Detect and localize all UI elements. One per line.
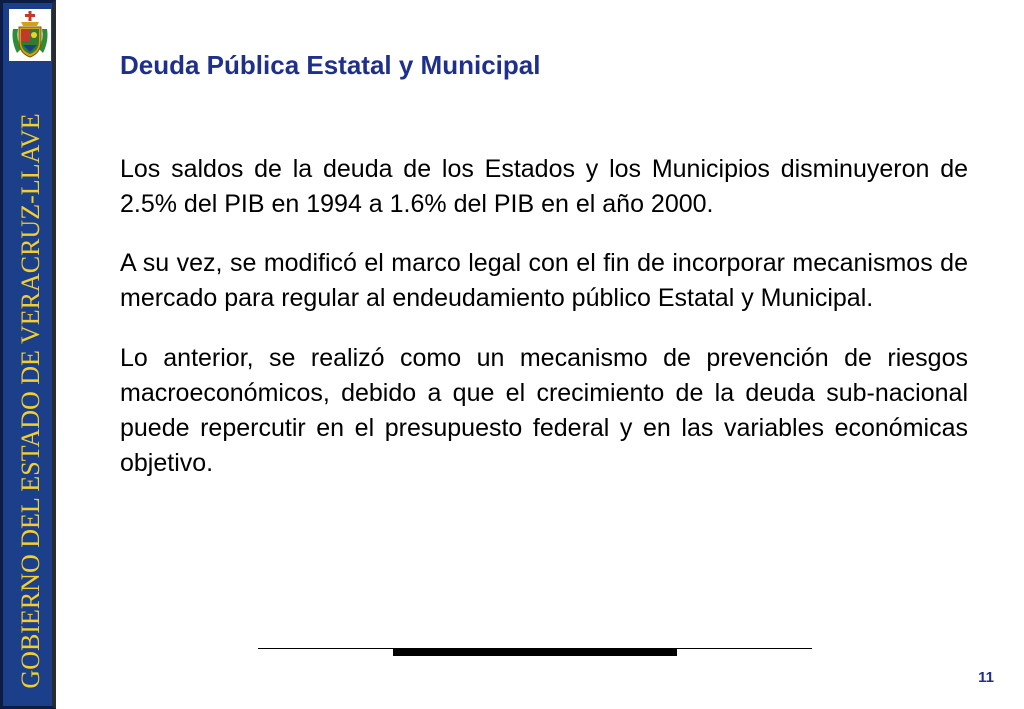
slide-body [120, 152, 968, 505]
sidebar-band [0, 0, 56, 709]
page-number: 11 [978, 669, 994, 686]
paragraph-risk-prevention: Lo anterior, se realizó como un mecanismo de prevención de riesgos macroeconómicos, debido a que el crecimiento de la deuda sub-nacional puede repercutir en el presupuesto federal y en las variables económicas objetivo. [120, 344, 968, 477]
paragraph-legal-framework: A su vez, se modificó el marco legal con el fin de incorporar mecanismos de mercado para regular al endeudamiento público Estatal y Municipal. [120, 249, 968, 312]
slide-title: Deuda Pública Estatal y Municipal [120, 50, 541, 80]
sidebar-vertical-title: GOBIERNO DEL ESTADO DE VERACRUZ-LLAVE [16, 113, 45, 689]
footer-divider-thick [393, 649, 677, 656]
coat-of-arms-icon [9, 9, 51, 61]
paragraph-debt-balances: Los saldos de la deuda de los Estados y los Municipios disminuyeron de 2.5% del PIB en 1994 a 1.6% del PIB en el año 2000. [120, 155, 968, 218]
